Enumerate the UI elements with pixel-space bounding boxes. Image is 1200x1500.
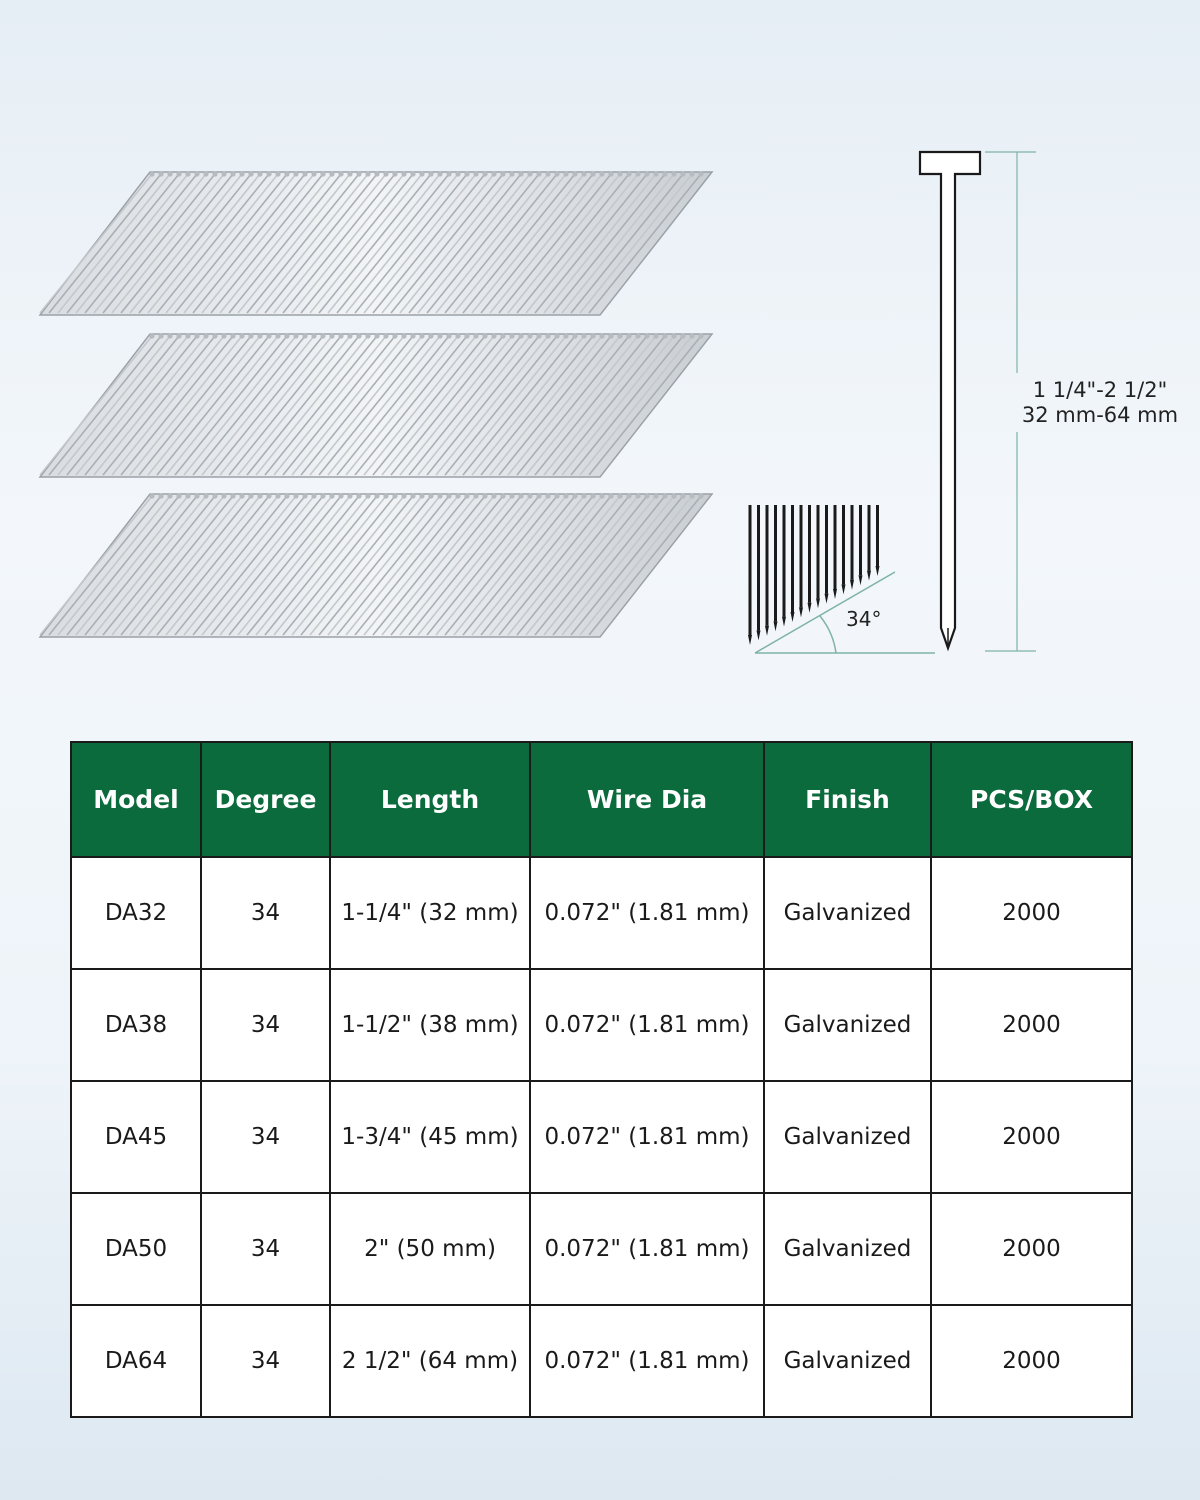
cell-wire-dia: 0.072" (1.81 mm) bbox=[530, 969, 764, 1081]
nail-head bbox=[401, 333, 406, 338]
nail-head bbox=[698, 171, 703, 176]
nail-head bbox=[356, 333, 361, 338]
nail-head bbox=[410, 493, 415, 498]
nail-head bbox=[338, 333, 343, 338]
nail-strip-bottom bbox=[40, 493, 712, 637]
angle-nail-tip bbox=[774, 621, 778, 631]
nail-head bbox=[320, 171, 325, 176]
cell-wire-dia: 0.072" (1.81 mm) bbox=[530, 1193, 764, 1305]
nail-head bbox=[149, 171, 154, 176]
nail-head bbox=[167, 171, 172, 176]
nail-head bbox=[536, 333, 541, 338]
nail-strip-top bbox=[40, 171, 712, 315]
nail-head bbox=[230, 333, 235, 338]
angle-nail-tip bbox=[799, 607, 803, 617]
nail-head bbox=[329, 333, 334, 338]
nail-head bbox=[212, 333, 217, 338]
angle-nail-tip bbox=[808, 603, 812, 613]
nail-head bbox=[545, 333, 550, 338]
nail-head bbox=[392, 493, 397, 498]
nail-head bbox=[428, 493, 433, 498]
nail-head bbox=[671, 493, 676, 498]
cell-model: DA64 bbox=[71, 1305, 201, 1417]
nail-head bbox=[617, 171, 622, 176]
nail-head bbox=[212, 493, 217, 498]
nail-head bbox=[257, 333, 262, 338]
nail-head bbox=[446, 171, 451, 176]
spec-table bbox=[70, 741, 1133, 1418]
nail-head bbox=[347, 493, 352, 498]
nail-head bbox=[194, 493, 199, 498]
nail-head bbox=[392, 171, 397, 176]
nail-head bbox=[401, 493, 406, 498]
nail-head bbox=[446, 333, 451, 338]
nail-head bbox=[437, 493, 442, 498]
header-pcs-box: PCS/BOX bbox=[931, 742, 1132, 857]
nail-head bbox=[311, 171, 316, 176]
nail-head bbox=[590, 493, 595, 498]
nail-head bbox=[671, 171, 676, 176]
cell-degree: 34 bbox=[201, 1193, 330, 1305]
angle-nail-tip bbox=[842, 584, 846, 594]
nail-head bbox=[473, 493, 478, 498]
nail-head bbox=[554, 493, 559, 498]
cell-model: DA50 bbox=[71, 1193, 201, 1305]
nail-head bbox=[419, 493, 424, 498]
nail-head bbox=[680, 171, 685, 176]
nail-head bbox=[338, 493, 343, 498]
nail-head bbox=[293, 171, 298, 176]
nail-head bbox=[500, 333, 505, 338]
nail-head bbox=[689, 171, 694, 176]
nail-head bbox=[536, 171, 541, 176]
nail-head bbox=[509, 171, 514, 176]
cell-model: DA32 bbox=[71, 857, 201, 969]
nail-head bbox=[167, 333, 172, 338]
nail-head bbox=[248, 333, 253, 338]
angle-nail-tip bbox=[825, 594, 829, 604]
nail-head bbox=[518, 493, 523, 498]
nail-head bbox=[527, 333, 532, 338]
nail-strip-middle bbox=[40, 333, 712, 477]
nail-head bbox=[509, 493, 514, 498]
nail-head bbox=[671, 333, 676, 338]
cell-pcs-box: 2000 bbox=[931, 857, 1132, 969]
nail-head bbox=[149, 333, 154, 338]
nail-head bbox=[599, 333, 604, 338]
nail-head bbox=[437, 171, 442, 176]
nail-head bbox=[239, 493, 244, 498]
nail-head bbox=[320, 333, 325, 338]
nail-head bbox=[266, 493, 271, 498]
nail-head bbox=[320, 493, 325, 498]
nail-head bbox=[482, 333, 487, 338]
nail-head bbox=[473, 171, 478, 176]
header-finish: Finish bbox=[764, 742, 931, 857]
table-row bbox=[71, 969, 1132, 1081]
nail-head bbox=[410, 171, 415, 176]
nail-head bbox=[221, 493, 226, 498]
nail-head bbox=[563, 493, 568, 498]
nail-head bbox=[149, 493, 154, 498]
nail-head bbox=[464, 493, 469, 498]
nail-head bbox=[518, 333, 523, 338]
nail-head bbox=[662, 171, 667, 176]
nail-head bbox=[374, 493, 379, 498]
nail-head bbox=[248, 493, 253, 498]
cell-degree: 34 bbox=[201, 1081, 330, 1193]
cell-pcs-box: 2000 bbox=[931, 969, 1132, 1081]
nail-head bbox=[482, 493, 487, 498]
nail-head bbox=[176, 493, 181, 498]
table-header-row bbox=[71, 742, 1132, 857]
cell-model: DA45 bbox=[71, 1081, 201, 1193]
nail-head bbox=[239, 333, 244, 338]
nail-head bbox=[365, 493, 370, 498]
nail-head bbox=[572, 171, 577, 176]
nail-head bbox=[563, 333, 568, 338]
nail-head bbox=[275, 493, 280, 498]
nail-head bbox=[581, 493, 586, 498]
cell-length: 2" (50 mm) bbox=[330, 1193, 530, 1305]
cell-length: 1-1/2" (38 mm) bbox=[330, 969, 530, 1081]
nail-head bbox=[563, 171, 568, 176]
nail-head bbox=[698, 493, 703, 498]
nail-head bbox=[185, 493, 190, 498]
nail-head bbox=[158, 171, 163, 176]
nail-head bbox=[437, 333, 442, 338]
nail-head bbox=[221, 171, 226, 176]
nail-head bbox=[365, 171, 370, 176]
nail-head bbox=[302, 333, 307, 338]
nail-head bbox=[293, 493, 298, 498]
nail-head bbox=[635, 171, 640, 176]
nail-head bbox=[590, 171, 595, 176]
nail-head bbox=[347, 333, 352, 338]
cell-length: 1-1/4" (32 mm) bbox=[330, 857, 530, 969]
nail-head bbox=[392, 333, 397, 338]
nail-head bbox=[284, 333, 289, 338]
nail-head bbox=[374, 171, 379, 176]
cell-pcs-box: 2000 bbox=[931, 1081, 1132, 1193]
angle-nail-tip bbox=[833, 589, 837, 599]
angle-nail-tip bbox=[859, 575, 863, 585]
table-row bbox=[71, 1081, 1132, 1193]
nail-head bbox=[203, 493, 208, 498]
cell-pcs-box: 2000 bbox=[931, 1305, 1132, 1417]
angle-nail-tip bbox=[791, 612, 795, 622]
nail-head bbox=[419, 171, 424, 176]
nail-head bbox=[698, 333, 703, 338]
nail-illustration bbox=[0, 0, 1200, 700]
nail-head bbox=[428, 333, 433, 338]
nail-head bbox=[356, 493, 361, 498]
nail-head bbox=[338, 171, 343, 176]
nail-head bbox=[455, 493, 460, 498]
nail-head bbox=[194, 333, 199, 338]
nail-head bbox=[626, 171, 631, 176]
nail-head bbox=[455, 171, 460, 176]
nail-head bbox=[500, 493, 505, 498]
nail-head bbox=[410, 333, 415, 338]
nail-head bbox=[185, 333, 190, 338]
nail-head bbox=[599, 493, 604, 498]
nail-head bbox=[491, 171, 496, 176]
angle-nail-tip bbox=[757, 630, 761, 640]
nail-head bbox=[374, 333, 379, 338]
nail-head bbox=[275, 333, 280, 338]
nail-diagram bbox=[920, 152, 980, 648]
nail-head bbox=[428, 171, 433, 176]
nail-head bbox=[275, 171, 280, 176]
nail-head bbox=[464, 333, 469, 338]
angle-nail-tip bbox=[782, 617, 786, 627]
angle-nail-tip bbox=[765, 626, 769, 636]
nail-head bbox=[482, 171, 487, 176]
nail-head bbox=[662, 333, 667, 338]
nail-head bbox=[617, 493, 622, 498]
nail-head bbox=[257, 493, 262, 498]
cell-finish: Galvanized bbox=[764, 1193, 931, 1305]
table-row bbox=[71, 1193, 1132, 1305]
nail-head bbox=[491, 493, 496, 498]
cell-finish: Galvanized bbox=[764, 1081, 931, 1193]
nail-head bbox=[212, 171, 217, 176]
nail-head bbox=[653, 171, 658, 176]
header-wire-dia: Wire Dia bbox=[530, 742, 764, 857]
angle-nail-tip bbox=[816, 598, 820, 608]
nail-head bbox=[365, 333, 370, 338]
nail-head bbox=[626, 493, 631, 498]
nail-head bbox=[491, 333, 496, 338]
dimension-inch-label: 1 1/4"-2 1/2" bbox=[1032, 378, 1168, 402]
nail-head bbox=[347, 171, 352, 176]
cell-wire-dia: 0.072" (1.81 mm) bbox=[530, 1081, 764, 1193]
table-row bbox=[71, 857, 1132, 969]
nail-head bbox=[608, 171, 613, 176]
cell-degree: 34 bbox=[201, 969, 330, 1081]
nail-head bbox=[176, 171, 181, 176]
nail-head bbox=[473, 333, 478, 338]
nail-head bbox=[230, 171, 235, 176]
nail-head bbox=[662, 493, 667, 498]
table-row bbox=[71, 1305, 1132, 1417]
nail-head bbox=[176, 333, 181, 338]
nail-head bbox=[446, 493, 451, 498]
nail-head bbox=[329, 493, 334, 498]
dimension-mm-label: 32 mm-64 mm bbox=[1021, 403, 1179, 427]
cell-pcs-box: 2000 bbox=[931, 1193, 1132, 1305]
nail-head bbox=[293, 333, 298, 338]
nail-head bbox=[158, 333, 163, 338]
nail-head bbox=[590, 333, 595, 338]
nail-head bbox=[419, 333, 424, 338]
header-length: Length bbox=[330, 742, 530, 857]
cell-finish: Galvanized bbox=[764, 1305, 931, 1417]
nail-head bbox=[401, 171, 406, 176]
nail-head bbox=[608, 333, 613, 338]
nail-head bbox=[266, 333, 271, 338]
header-model: Model bbox=[71, 742, 201, 857]
angle-nail-tip bbox=[748, 635, 752, 645]
angle-diagram bbox=[748, 505, 935, 653]
nail-head bbox=[527, 171, 532, 176]
cell-model: DA38 bbox=[71, 969, 201, 1081]
angle-nail-tip bbox=[850, 580, 854, 590]
nail-head bbox=[554, 171, 559, 176]
nail-head bbox=[383, 171, 388, 176]
nail-head bbox=[266, 171, 271, 176]
nail-head bbox=[302, 493, 307, 498]
nail-head bbox=[464, 171, 469, 176]
nail-head bbox=[230, 493, 235, 498]
nail-head bbox=[680, 333, 685, 338]
nail-head bbox=[257, 171, 262, 176]
nail-head bbox=[617, 333, 622, 338]
nail-head bbox=[302, 171, 307, 176]
nail-head bbox=[554, 333, 559, 338]
nail-head bbox=[203, 171, 208, 176]
nail-head bbox=[545, 171, 550, 176]
nail-head bbox=[239, 171, 244, 176]
cell-finish: Galvanized bbox=[764, 969, 931, 1081]
nail-head bbox=[158, 493, 163, 498]
nail-head bbox=[383, 493, 388, 498]
nail-head bbox=[527, 493, 532, 498]
nail-head bbox=[500, 171, 505, 176]
nail-head bbox=[653, 333, 658, 338]
nail-head bbox=[572, 333, 577, 338]
nail-head bbox=[689, 333, 694, 338]
nail-head bbox=[509, 333, 514, 338]
cell-degree: 34 bbox=[201, 1305, 330, 1417]
nail-head bbox=[518, 171, 523, 176]
nail-head bbox=[680, 493, 685, 498]
nail-head bbox=[248, 171, 253, 176]
cell-wire-dia: 0.072" (1.81 mm) bbox=[530, 1305, 764, 1417]
angle-nail-tip bbox=[867, 571, 871, 581]
cell-length: 2 1/2" (64 mm) bbox=[330, 1305, 530, 1417]
nail-head bbox=[644, 493, 649, 498]
cell-length: 1-3/4" (45 mm) bbox=[330, 1081, 530, 1193]
nail-head bbox=[644, 171, 649, 176]
nail-head bbox=[311, 333, 316, 338]
nail-head bbox=[653, 493, 658, 498]
nail-head bbox=[635, 333, 640, 338]
nail-head bbox=[203, 333, 208, 338]
nail-head bbox=[545, 493, 550, 498]
nail-head bbox=[599, 171, 604, 176]
nail-head bbox=[572, 493, 577, 498]
nail-head bbox=[383, 333, 388, 338]
nail-head bbox=[536, 493, 541, 498]
cell-degree: 34 bbox=[201, 857, 330, 969]
nail-head bbox=[581, 333, 586, 338]
header-degree: Degree bbox=[201, 742, 330, 857]
cell-wire-dia: 0.072" (1.81 mm) bbox=[530, 857, 764, 969]
nail-head bbox=[284, 171, 289, 176]
nail-head bbox=[194, 171, 199, 176]
nail-head bbox=[608, 493, 613, 498]
nail-head bbox=[311, 493, 316, 498]
nail-head bbox=[581, 171, 586, 176]
nail-head bbox=[644, 333, 649, 338]
nail-head bbox=[626, 333, 631, 338]
cell-finish: Galvanized bbox=[764, 857, 931, 969]
nail-head bbox=[284, 493, 289, 498]
nail-head bbox=[455, 333, 460, 338]
nail-head bbox=[689, 493, 694, 498]
angle-label: 34° bbox=[846, 607, 882, 631]
nail-head bbox=[167, 493, 172, 498]
angle-nail-tip bbox=[876, 566, 880, 576]
nail-head bbox=[356, 171, 361, 176]
nail-head bbox=[185, 171, 190, 176]
nail-head bbox=[329, 171, 334, 176]
nail-head bbox=[221, 333, 226, 338]
nail-head bbox=[635, 493, 640, 498]
